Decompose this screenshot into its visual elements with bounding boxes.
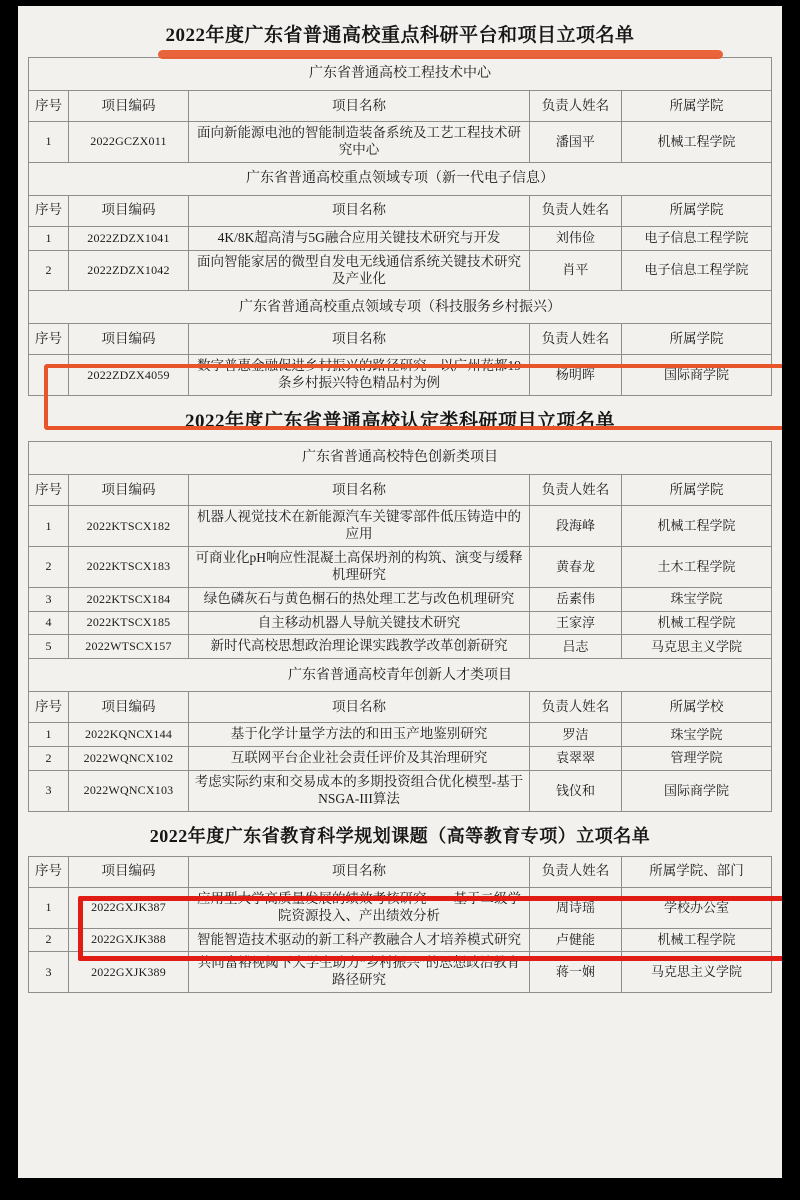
cell-no: 4 <box>29 611 69 635</box>
right-letterbox <box>782 0 800 1200</box>
col-dept: 所属学院 <box>622 475 772 506</box>
cell-name: 4K/8K超高清与5G融合应用关键技术研究与开发 <box>189 226 530 250</box>
cell-no: 2 <box>29 250 69 291</box>
cell-name: 面向智能家居的微型自发电无线通信系统关键技术研究及产业化 <box>189 250 530 291</box>
cell-no: 2 <box>29 747 69 771</box>
col-name: 项目名称 <box>189 91 530 122</box>
col-no: 序号 <box>29 692 69 723</box>
cell-dept: 电子信息工程学院 <box>621 250 771 291</box>
page-title-3: 2022年度广东省教育科学规划课题（高等教育专项）立项名单 <box>149 825 651 846</box>
cell-person: 吕志 <box>530 635 622 659</box>
cell-no: 1 <box>29 887 69 928</box>
cell-dept: 机械工程学院 <box>622 611 772 635</box>
cell-person: 袁翠翠 <box>530 747 622 771</box>
table-row <box>29 611 772 635</box>
col-code: 项目编码 <box>69 324 189 355</box>
cell-no: 2 <box>29 546 69 587</box>
page-title-2: 2022年度广东省普通高校认定类科研项目立项名单 <box>184 411 615 433</box>
section-heading: 广东省普通高校重点领域专项（新一代电子信息） <box>29 162 772 195</box>
col-code: 项目编码 <box>69 692 189 723</box>
cell-name: 应用型大学高质量发展的绩效考核研究——基于二级学院资源投入、产出绩效分析 <box>189 887 530 928</box>
cell-code: 2022GXJK388 <box>69 928 189 952</box>
cell-code: 2022KTSCX184 <box>69 587 189 611</box>
table-row-highlighted <box>29 771 772 812</box>
section-heading-row <box>29 58 772 91</box>
cell-no: 1 <box>29 122 69 163</box>
cell-code: 2022WQNCX102 <box>69 747 189 771</box>
cell-name: 自主移动机器人导航关键技术研究 <box>189 611 530 635</box>
section-heading: 广东省普通高校青年创新人才类项目 <box>29 659 772 692</box>
cell-name: 新时代高校思想政治理论课实践教学改革创新研究 <box>189 635 530 659</box>
cell-no: 5 <box>29 635 69 659</box>
cell-person: 肖平 <box>529 250 621 291</box>
section-heading: 广东省普通高校特色创新类项目 <box>29 442 772 475</box>
cell-dept: 国际商学院 <box>621 355 771 396</box>
table-header-row <box>29 475 772 506</box>
table-row <box>29 747 772 771</box>
cell-name: 智能智造技术驱动的新工科产教融合人才培养模式研究 <box>189 928 530 952</box>
cell-code: 2022GXJK387 <box>69 887 189 928</box>
col-name: 项目名称 <box>189 692 530 723</box>
cell-no: 3 <box>29 587 69 611</box>
cell-dept: 马克思主义学院 <box>622 635 772 659</box>
cell-code: 2022KQNCX144 <box>69 723 189 747</box>
cell-person: 杨明晖 <box>529 355 621 396</box>
table-row <box>29 506 772 547</box>
cell-dept: 马克思主义学院 <box>622 952 772 993</box>
cell-person: 段海峰 <box>530 506 622 547</box>
table-header-row <box>29 91 772 122</box>
cell-no: 2 <box>29 928 69 952</box>
cell-person: 蒋一娴 <box>530 952 622 993</box>
bottom-letterbox <box>0 1178 800 1200</box>
table-row <box>29 226 772 250</box>
document-sheet <box>18 6 782 1194</box>
col-dept: 所属学院 <box>621 195 771 226</box>
col-person: 负责人姓名 <box>530 856 622 887</box>
col-name: 项目名称 <box>189 475 530 506</box>
section-heading-row <box>29 442 772 475</box>
table-header-row <box>29 856 772 887</box>
cell-dept: 珠宝学院 <box>622 587 772 611</box>
col-code: 项目编码 <box>69 195 189 226</box>
col-no: 序号 <box>29 195 69 226</box>
cell-dept: 机械工程学院 <box>622 928 772 952</box>
table-section-1 <box>28 57 772 396</box>
table-row <box>29 723 772 747</box>
col-dept: 所属学院 <box>621 91 771 122</box>
table-header-row <box>29 195 772 226</box>
cell-code: 2022WTSCX157 <box>69 635 189 659</box>
col-no: 序号 <box>29 91 69 122</box>
cell-code: 2022KTSCX185 <box>69 611 189 635</box>
col-dept: 所属学院 <box>621 324 771 355</box>
cell-person: 黄春龙 <box>530 546 622 587</box>
table-row <box>29 587 772 611</box>
col-person: 负责人姓名 <box>530 692 622 723</box>
cell-no <box>29 355 69 396</box>
col-name: 项目名称 <box>189 324 530 355</box>
col-person: 负责人姓名 <box>530 475 622 506</box>
cell-dept: 土木工程学院 <box>622 546 772 587</box>
table-header-row <box>29 324 772 355</box>
cell-name: 互联网平台企业社会责任评价及其治理研究 <box>189 747 530 771</box>
cell-no: 3 <box>29 952 69 993</box>
cell-no: 1 <box>29 226 69 250</box>
section-heading-row <box>29 659 772 692</box>
table-row <box>29 122 772 163</box>
cell-code: 2022KTSCX182 <box>69 506 189 547</box>
cell-code: 2022GCZX011 <box>69 122 189 163</box>
cell-name: 绿色磷灰石与黄色榍石的热处理工艺与改色机理研究 <box>189 587 530 611</box>
cell-person: 周诗瑶 <box>530 887 622 928</box>
table-header-row <box>29 692 772 723</box>
cell-dept: 机械工程学院 <box>621 122 771 163</box>
cell-dept: 机械工程学院 <box>622 506 772 547</box>
cell-dept: 电子信息工程学院 <box>621 226 771 250</box>
cell-name: 数字普惠金融促进乡村振兴的路径研究—以广州花都19条乡村振兴特色精品村为例 <box>189 355 530 396</box>
cell-name: 机器人视觉技术在新能源汽车关键零部件低压铸造中的应用 <box>189 506 530 547</box>
col-no: 序号 <box>29 324 69 355</box>
table-section-3 <box>28 856 772 993</box>
cell-person: 潘国平 <box>529 122 621 163</box>
cell-no: 1 <box>29 723 69 747</box>
table-row <box>29 928 772 952</box>
col-dept-school: 所属学校 <box>622 692 772 723</box>
col-code: 项目编码 <box>69 475 189 506</box>
cell-code: 2022ZDZX4059 <box>69 355 189 396</box>
col-person: 负责人姓名 <box>529 195 621 226</box>
table-row <box>29 952 772 993</box>
section-heading-row <box>29 291 772 324</box>
cell-dept: 珠宝学院 <box>622 723 772 747</box>
cell-name: 考虑实际约束和交易成本的多期投资组合优化模型-基于NSGA-III算法 <box>189 771 530 812</box>
cell-name: 可商业化pH响应性混凝土高保坍剂的构筑、演变与缓释机理研究 <box>189 546 530 587</box>
cell-person: 刘伟俭 <box>529 226 621 250</box>
cell-person: 罗洁 <box>530 723 622 747</box>
section-heading-row <box>29 162 772 195</box>
table-section-2 <box>28 441 772 812</box>
cell-name: 面向新能源电池的智能制造装备系统及工艺工程技术研究中心 <box>189 122 530 163</box>
cell-code: 2022ZDZX1042 <box>69 250 189 291</box>
col-name: 项目名称 <box>189 195 530 226</box>
col-name: 项目名称 <box>189 856 530 887</box>
cell-name: 共同富裕视阈下大学生助力“乡村振兴”的思想政治教育路径研究 <box>189 952 530 993</box>
table-row <box>29 887 772 928</box>
cell-code: 2022ZDZX1041 <box>69 226 189 250</box>
col-no: 序号 <box>29 475 69 506</box>
col-dept-unit: 所属学院、部门 <box>622 856 772 887</box>
col-no: 序号 <box>29 856 69 887</box>
cell-person: 卢健能 <box>530 928 622 952</box>
col-person: 负责人姓名 <box>529 324 621 355</box>
section-heading: 广东省普通高校重点领域专项（科技服务乡村振兴） <box>29 291 772 324</box>
col-code: 项目编码 <box>69 856 189 887</box>
cell-code: 2022GXJK389 <box>69 952 189 993</box>
col-code: 项目编码 <box>69 91 189 122</box>
table-row <box>29 635 772 659</box>
col-person: 负责人姓名 <box>529 91 621 122</box>
cell-dept: 国际商学院 <box>622 771 772 812</box>
cell-no: 3 <box>29 771 69 812</box>
table-row <box>29 250 772 291</box>
section-heading: 广东省普通高校工程技术中心 <box>29 58 772 91</box>
cell-person: 钱仪和 <box>530 771 622 812</box>
cell-dept: 学校办公室 <box>622 887 772 928</box>
cell-dept: 管理学院 <box>622 747 772 771</box>
page-title-1: 2022年度广东省普通高校重点科研平台和项目立项名单 <box>165 25 635 46</box>
cell-name: 基于化学计量学方法的和田玉产地鉴别研究 <box>189 723 530 747</box>
left-letterbox <box>0 0 18 1200</box>
table-row <box>29 546 772 587</box>
cell-person: 岳素伟 <box>530 587 622 611</box>
cell-code: 2022KTSCX183 <box>69 546 189 587</box>
cell-code: 2022WQNCX103 <box>69 771 189 812</box>
cell-no: 1 <box>29 506 69 547</box>
cell-person: 王家淳 <box>530 611 622 635</box>
table-row-highlighted <box>29 355 772 396</box>
